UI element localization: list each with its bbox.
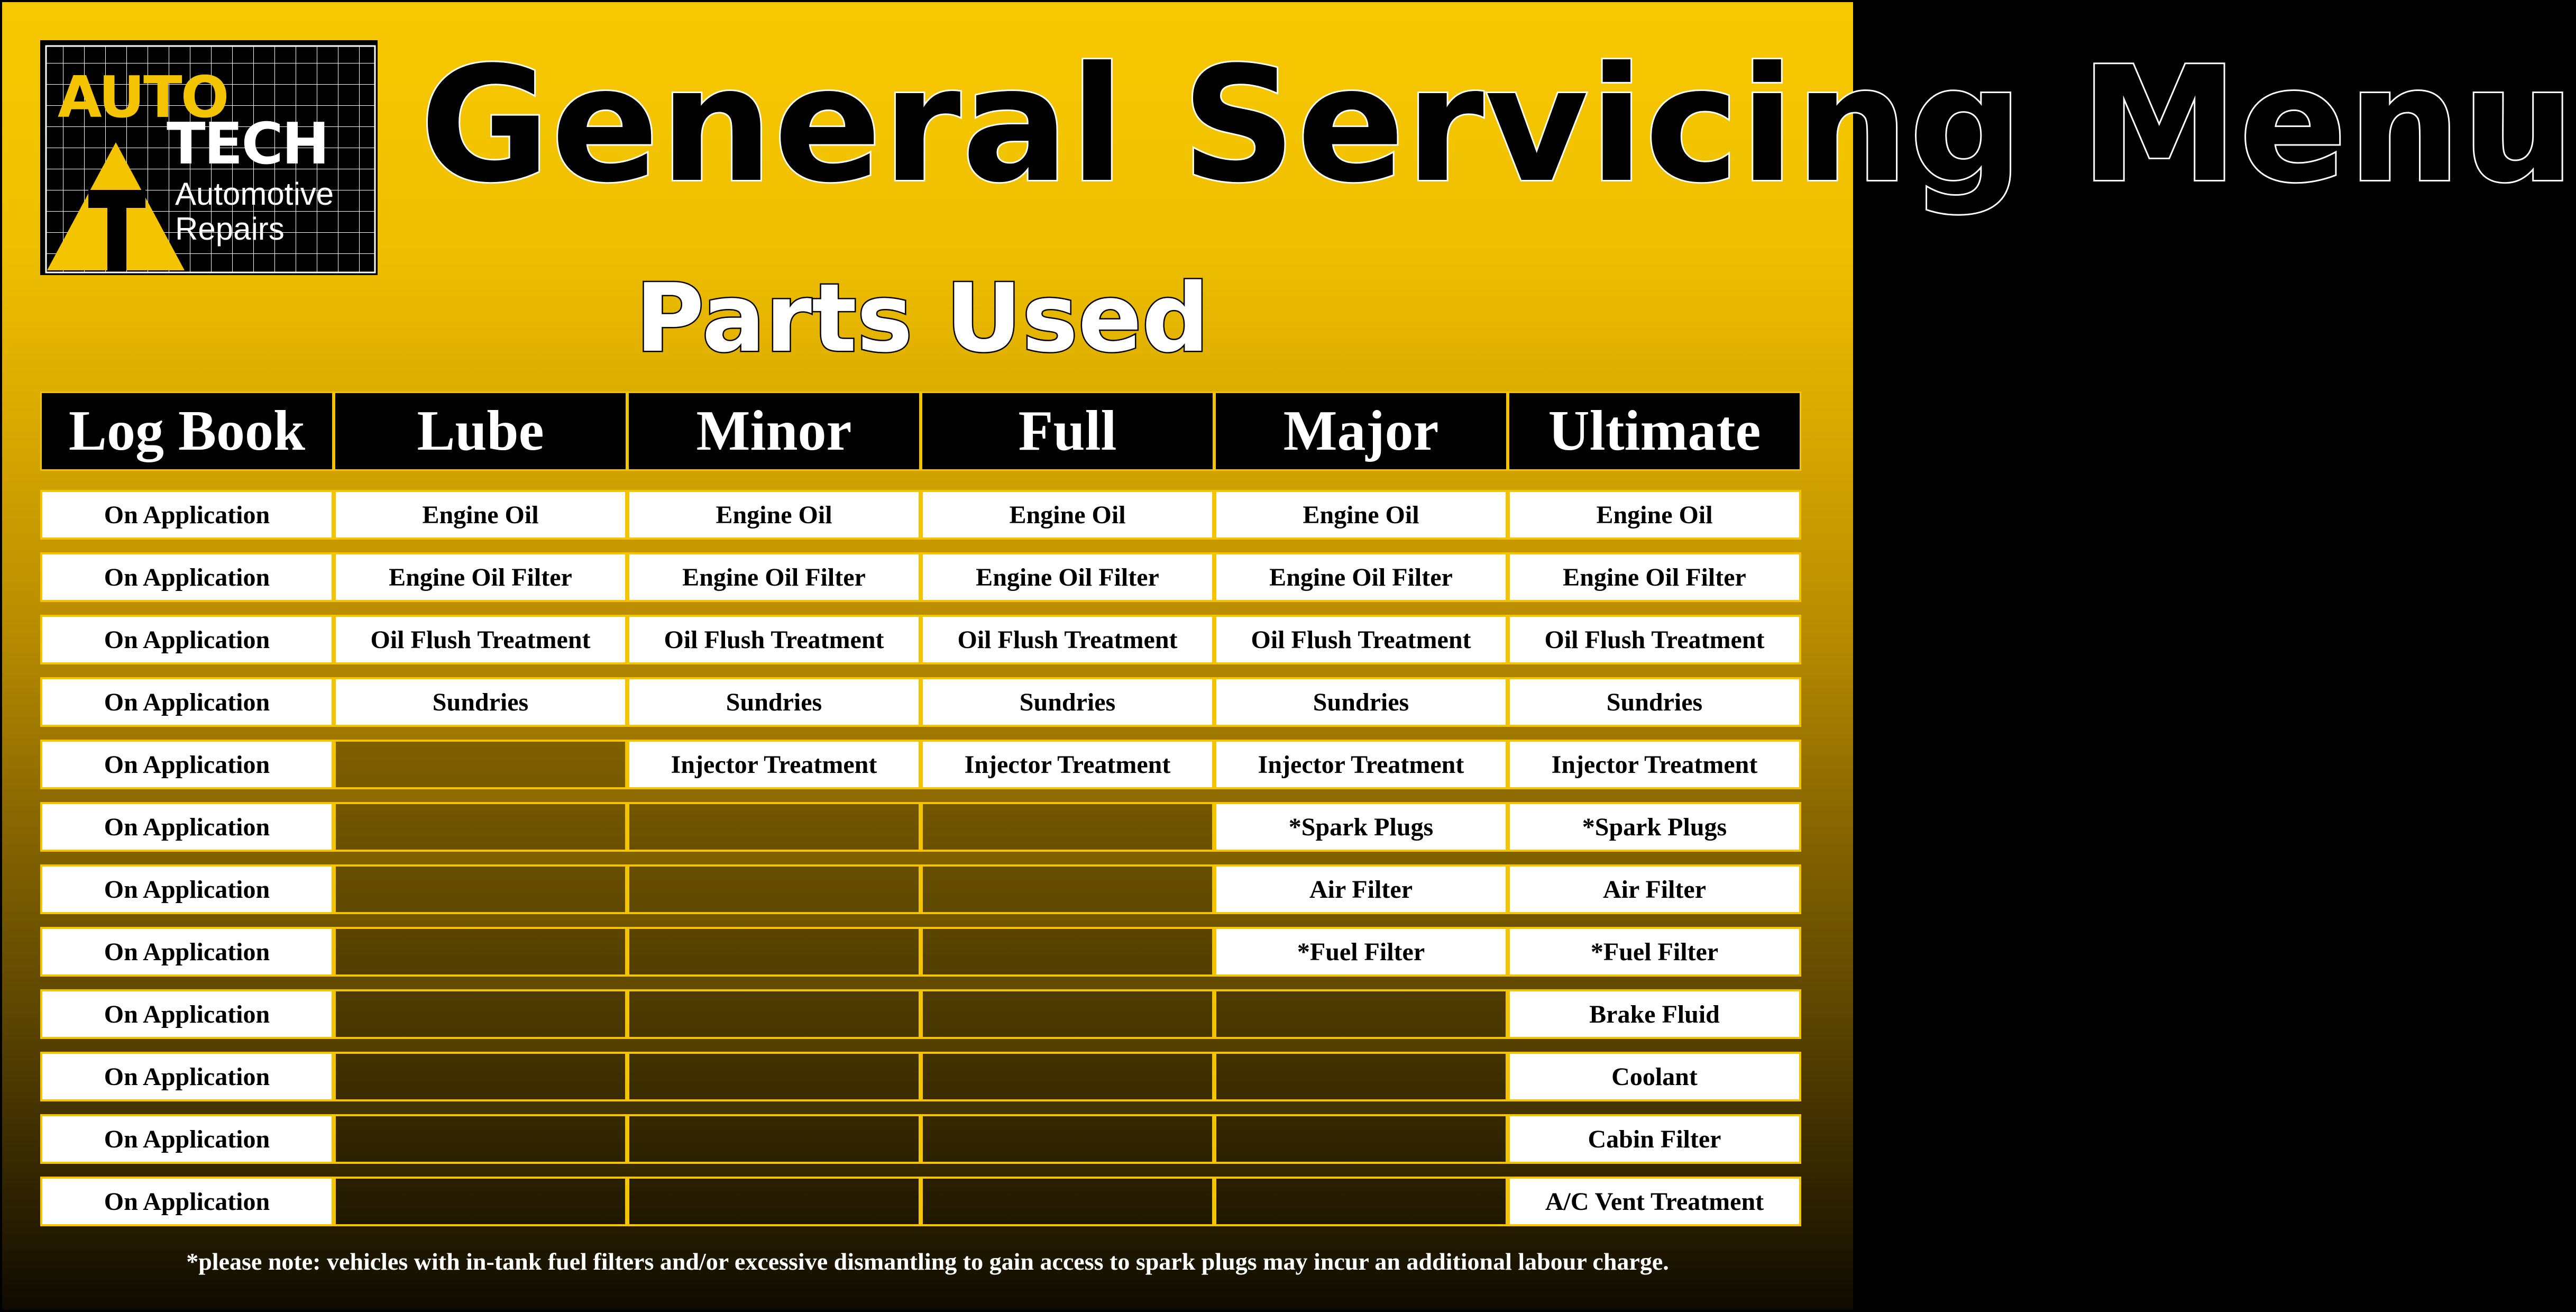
table-cell: On Application — [40, 740, 334, 789]
table-row — [40, 927, 1801, 977]
servicing-table — [40, 391, 1801, 1239]
table-cell: Injector Treatment — [1214, 740, 1508, 789]
table-cell: Air Filter — [1508, 864, 1801, 914]
logo-repairs-text: Repairs — [175, 211, 285, 247]
table-cell: Sundries — [627, 677, 921, 727]
table-cell: Engine Oil Filter — [627, 552, 921, 602]
table-cell-empty — [334, 864, 627, 914]
table-cell-empty — [921, 1052, 1214, 1101]
logo-auto-text: AUTO — [58, 65, 228, 131]
table-cell-empty — [627, 927, 921, 977]
table-cell: Engine Oil — [334, 490, 627, 540]
table-row — [40, 864, 1801, 914]
header-ultimate: Ultimate — [1508, 391, 1801, 471]
header-major: Major — [1214, 391, 1508, 471]
logo-automotive-text: Automotive — [175, 176, 334, 212]
table-cell-empty — [627, 1177, 921, 1226]
table-cell: Engine Oil — [1508, 490, 1801, 540]
table-cell: *Spark Plugs — [1508, 802, 1801, 852]
table-row — [40, 552, 1801, 602]
table-cell-empty — [334, 740, 627, 789]
table-row — [40, 1052, 1801, 1101]
table-cell: Sundries — [1508, 677, 1801, 727]
table-cell: Engine Oil Filter — [334, 552, 627, 602]
table-cell-empty — [627, 864, 921, 914]
table-cell: Oil Flush Treatment — [921, 615, 1214, 664]
table-cell: On Application — [40, 1052, 334, 1101]
table-cell: Sundries — [921, 677, 1214, 727]
table-cell: Cabin Filter — [1508, 1114, 1801, 1164]
table-cell: On Application — [40, 552, 334, 602]
table-cell-empty — [334, 927, 627, 977]
table-cell-empty — [1214, 1052, 1508, 1101]
table-cell-empty — [1214, 1177, 1508, 1226]
table-cell: Engine Oil Filter — [1214, 552, 1508, 602]
table-cell: On Application — [40, 1114, 334, 1164]
table-header-row — [40, 391, 1801, 471]
table-cell: Oil Flush Treatment — [627, 615, 921, 664]
table-row — [40, 1177, 1801, 1226]
table-cell: Oil Flush Treatment — [334, 615, 627, 664]
table-cell-empty — [921, 989, 1214, 1039]
table-cell-empty — [334, 1052, 627, 1101]
header-log-book: Log Book — [40, 391, 334, 471]
table-cell: Coolant — [1508, 1052, 1801, 1101]
header-minor: Minor — [627, 391, 921, 471]
header-lube: Lube — [334, 391, 627, 471]
table-row — [40, 740, 1801, 789]
autotech-logo — [40, 40, 378, 275]
table-cell-empty — [627, 802, 921, 852]
table-cell: Oil Flush Treatment — [1508, 615, 1801, 664]
table-cell: On Application — [40, 864, 334, 914]
table-cell-empty — [1214, 1114, 1508, 1164]
table-cell: Injector Treatment — [627, 740, 921, 789]
table-cell: On Application — [40, 802, 334, 852]
table-cell: Engine Oil — [921, 490, 1214, 540]
table-cell-empty — [921, 927, 1214, 977]
header-full: Full — [921, 391, 1214, 471]
table-cell-empty — [921, 1177, 1214, 1226]
table-cell: On Application — [40, 677, 334, 727]
table-row — [40, 802, 1801, 852]
table-cell: Brake Fluid — [1508, 989, 1801, 1039]
table-cell-empty — [1214, 989, 1508, 1039]
page-subtitle: Parts Used — [635, 263, 1209, 373]
table-row — [40, 615, 1801, 664]
table-cell: *Fuel Filter — [1508, 927, 1801, 977]
table-cell: *Spark Plugs — [1214, 802, 1508, 852]
table-cell-empty — [627, 1052, 921, 1101]
table-body — [40, 490, 1801, 1226]
table-row — [40, 677, 1801, 727]
table-cell: Engine Oil Filter — [921, 552, 1214, 602]
table-cell: Sundries — [334, 677, 627, 727]
table-cell-empty — [627, 1114, 921, 1164]
table-cell-empty — [334, 1114, 627, 1164]
logo-tech-text: TECH — [167, 111, 328, 177]
table-row — [40, 989, 1801, 1039]
table-cell-empty — [921, 1114, 1214, 1164]
table-cell-empty — [921, 802, 1214, 852]
table-cell: On Application — [40, 989, 334, 1039]
table-cell: Engine Oil Filter — [1508, 552, 1801, 602]
table-cell: *Fuel Filter — [1214, 927, 1508, 977]
table-row — [40, 490, 1801, 540]
table-cell: On Application — [40, 490, 334, 540]
table-cell-empty — [334, 1177, 627, 1226]
table-row — [40, 1114, 1801, 1164]
table-cell: Air Filter — [1214, 864, 1508, 914]
table-cell: On Application — [40, 615, 334, 664]
page-title: General Servicing Menu — [420, 33, 2576, 217]
table-cell-empty — [921, 864, 1214, 914]
table-cell: Sundries — [1214, 677, 1508, 727]
table-cell: Oil Flush Treatment — [1214, 615, 1508, 664]
table-cell: On Application — [40, 1177, 334, 1226]
table-cell: A/C Vent Treatment — [1508, 1177, 1801, 1226]
table-cell: Engine Oil — [627, 490, 921, 540]
table-cell: Injector Treatment — [1508, 740, 1801, 789]
table-cell-empty — [334, 802, 627, 852]
footnote: *please note: vehicles with in-tank fuel filters and/or excessive dismantling to gain access to spark plugs may incur an additional labour charge. — [186, 1248, 1669, 1275]
table-cell: Injector Treatment — [921, 740, 1214, 789]
table-cell-empty — [627, 989, 921, 1039]
table-cell-empty — [334, 989, 627, 1039]
table-cell: Engine Oil — [1214, 490, 1508, 540]
table-cell: On Application — [40, 927, 334, 977]
